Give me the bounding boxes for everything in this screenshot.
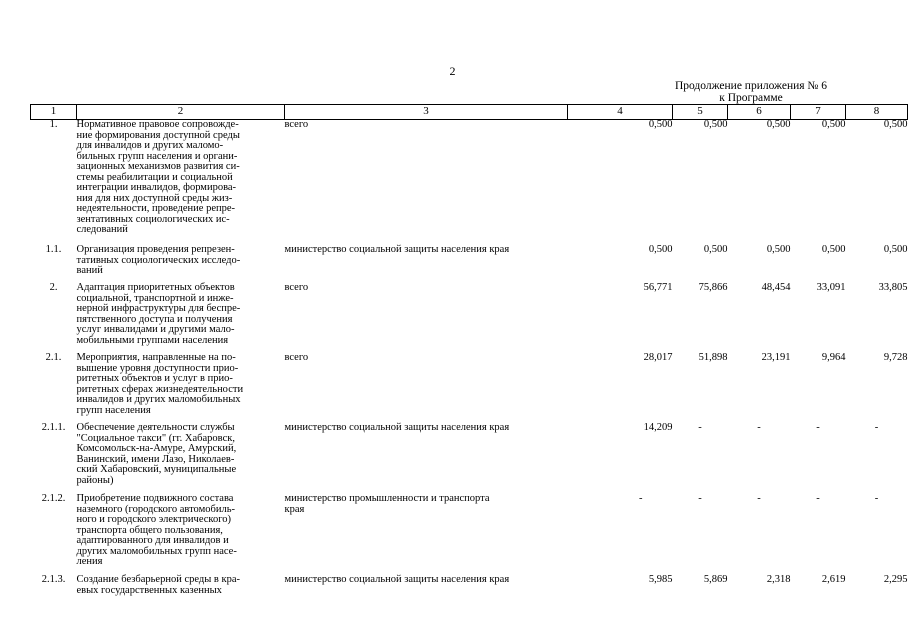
item-name-line: вышение уровня доступности прио- [76,362,239,374]
funding-value: 0,500 [821,119,846,130]
funding-value: 5,985 [648,574,673,585]
funding-value: 33,091 [816,282,846,293]
table-row [31,283,908,353]
item-number: 1.1. [45,244,62,255]
page-number: 2 [449,64,456,78]
funding-value: 33,805 [878,282,908,293]
item-name [77,120,285,246]
executor: всего [284,282,309,293]
column-number-row [31,105,908,120]
executor-line: министерство промышленности и транспорта [284,493,490,504]
item-name-line: зационных механизмов развития си- [76,161,240,172]
table-row [31,245,908,283]
item-name-line: наземного (городского автомобиль- [76,503,235,515]
item-name [77,575,285,605]
funding-value: - [757,422,761,433]
item-name-line: инвалидов и других маломобильных [76,394,241,405]
funding-value: 0,500 [883,119,908,130]
table-row [31,494,908,575]
funding-value: 23,191 [761,352,791,363]
item-name-line: других маломобильных групп насе- [76,545,237,557]
program-activities-table [30,104,908,605]
column-number: 5 [673,105,728,120]
item-number: 2.1.1. [41,422,66,433]
item-name-line: нерной инфраструктуры для беспре- [76,303,241,314]
item-name-line: социальной, транспортной и инже- [76,292,234,304]
funding-value: 51,898 [698,352,728,363]
funding-value: 0,500 [821,244,846,255]
item-name-line: Комсомольск-на-Амуре, Амурский, [76,443,237,454]
table-row [31,120,908,246]
item-name-line: евых государственных казенных [76,584,222,596]
executor [285,494,568,575]
funding-value: 75,866 [698,282,728,293]
funding-value: 14,209 [643,422,673,433]
executor: всего [284,352,309,363]
executor: министерство социальной защиты населения края [284,574,510,585]
column-number: 7 [791,105,846,120]
item-name-line: групп населения [76,404,151,416]
item-name-line: ние формирования доступной среды [76,129,240,141]
item-name-line: ния для них доступной среды жиз- [76,192,233,204]
funding-value: 0,500 [766,244,791,255]
executor: министерство социальной защиты населения края [284,422,510,433]
item-name [77,494,285,575]
item-name-line: транспорта общего пользования, [76,524,223,536]
item-number: 1. [49,119,58,130]
funding-value: - [698,422,702,433]
funding-value: 2,318 [766,574,791,585]
item-name-line: "Социальное такси" (гг. Хабаровск, [76,432,235,444]
funding-value: 0,500 [883,244,908,255]
item-name-line: Адаптация приоритетных объектов [76,282,235,293]
funding-value: 0,500 [703,244,728,255]
item-number: 2.1.3. [41,574,66,585]
item-name-line: Ванинский, имени Лазо, Николаев- [76,453,235,465]
funding-value: 0,500 [766,119,791,130]
table-row [31,423,908,494]
column-number: 8 [846,105,908,120]
funding-value: 2,295 [883,574,908,585]
funding-value: 0,500 [703,119,728,130]
column-number: 4 [568,105,673,120]
funding-value: 0,500 [648,119,673,130]
item-number: 2.1. [45,352,62,363]
item-name [77,245,285,283]
item-name-line: бильных групп населения и органи- [76,150,238,162]
item-name-line: зентативных социологических ис- [76,213,230,225]
continuation-line-2: к Программе [719,92,783,104]
item-name-line: Организация проведения репрезен- [76,244,235,255]
item-name-line: ритетных объектов и услуг в прио- [76,373,233,384]
item-name-line: ваний [76,265,103,276]
funding-value: - [874,422,879,433]
item-name-line: Мероприятия, направленные на по- [76,352,236,363]
item-name-line: ления [76,556,103,567]
item-number: 2.1.2. [41,493,66,504]
funding-value: 48,454 [761,282,791,293]
item-name-line: ский Хабаровский, муниципальные [76,464,237,475]
item-name-line: Приобретение подвижного состава [76,493,234,504]
appendix-continuation-note [640,80,862,104]
item-name-line: мобильными группами населения [76,334,229,346]
item-name-line: интеграции инвалидов, формирова- [76,182,237,193]
funding-value: - [698,493,702,504]
table-row [31,575,908,605]
table-row [31,353,908,423]
executor-line: края [284,503,305,515]
column-number: 6 [728,105,791,120]
funding-value: 56,771 [643,282,673,293]
column-number: 2 [77,105,285,120]
funding-value: 28,017 [643,352,673,363]
funding-value: 9,964 [821,352,846,363]
item-name-line: для инвалидов и других маломо- [76,140,224,151]
item-name-line: ного и городского электрического) [76,514,232,525]
funding-value: 9,728 [883,352,908,363]
funding-value: - [639,493,643,504]
item-name-line: Обеспечение деятельности службы [76,422,235,433]
item-name [77,353,285,423]
funding-value: 2,619 [821,574,846,585]
item-name-line: стемы реабилитации и социальной [76,171,233,183]
funding-value: - [757,493,761,504]
funding-value: 0,500 [648,244,673,255]
item-name-line: Создание безбарьерной среды в кра- [76,574,240,585]
continuation-line-1: Продолжение приложения № 6 [674,80,828,92]
item-name-line: недеятельности, проведение репре- [76,203,235,214]
item-name-line: пятственного доступа и получения [76,313,233,325]
funding-value: - [874,493,879,504]
item-name-line: адаптированного для инвалидов и [76,535,229,546]
funding-value: - [816,422,820,433]
executor: всего [284,119,309,130]
executor: министерство социальной защиты населения края [284,244,510,255]
column-number: 1 [31,105,77,120]
item-name-line: Нормативное правовое сопровожде- [76,119,239,130]
item-name-line: тативных социологических исследо- [76,254,241,266]
item-number: 2. [49,282,58,293]
column-number: 3 [285,105,568,120]
item-name [77,423,285,494]
item-name [77,283,285,353]
funding-value: 5,869 [703,574,728,585]
item-name-line: следований [76,224,128,235]
item-name-line: услуг инвалидами и другими мало- [76,324,235,335]
item-name-line: районы) [76,474,114,486]
funding-value: - [816,493,820,504]
item-name-line: ритетных сферах жизнедеятельности [76,383,244,395]
